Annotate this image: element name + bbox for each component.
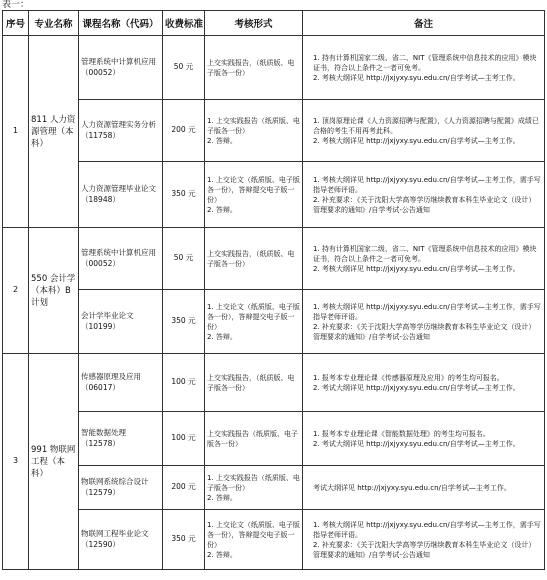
fee-cell: 100 元 (163, 412, 205, 466)
note-line: 考试大纲详见 http://jxjyxy.syu.edu.cn/自学考试—主考工作。 (313, 483, 511, 492)
fee-cell: 350 元 (163, 510, 205, 570)
note-line: 2. 考核大纲详见 http://jxjyxy.syu.edu.cn/自学考试—主考工作。 (313, 136, 520, 145)
course-cell: 物联网系统综合设计（12579） (79, 466, 163, 510)
fee-cell: 50 元 (163, 228, 205, 290)
note-line: 2. 考试大纲详见 http://jxjyxy.syu.edu.cn/自学考试—主考工作。 (313, 439, 520, 448)
note-cell (303, 36, 545, 100)
note-cell (303, 162, 545, 228)
fee-cell: 200 元 (163, 100, 205, 162)
note-cell (303, 100, 545, 162)
note-line: 1. 报考本专业理论课《传感器原理及应用》的考生均可报名。 (313, 373, 504, 382)
table-row (3, 412, 545, 466)
note-line: 1. 持有计算机国家二级、省二、NIT《管理系统中信息技术的应用》模块证书，符合以上条件之一者可免考。 (313, 53, 537, 72)
form-cell (205, 466, 303, 510)
note-line: 2. 补充要求：《关于沈阳大学高等学历继续教育本科生毕业论文（设计）管理要求的通知》/自学考试-公告通知 (313, 540, 536, 559)
form-cell (205, 412, 303, 466)
header-fee: 收费标准 (163, 11, 205, 36)
note-line: 2. 考核大纲详见 http://jxjyxy.syu.edu.cn/自学考试—主考工作。 (313, 73, 520, 82)
note-line: 1. 考核大纲详见 http://jxjyxy.syu.edu.cn/自学考试—主考工作，需手写指导老师评语。 (313, 175, 541, 194)
form-line: 2. 答辩。 (207, 550, 237, 559)
note-cell (303, 228, 545, 290)
table-header-row (3, 11, 545, 36)
table-row (3, 354, 545, 412)
table-row (3, 162, 545, 228)
fee-cell: 200 元 (163, 466, 205, 510)
note-cell (303, 510, 545, 570)
header-seq: 序号 (3, 11, 29, 36)
form-line: 1. 上交实践报告（纸质版、电子版各一份） (207, 116, 300, 135)
form-line: 2. 答辩。 (207, 136, 237, 145)
note-line: 1. 顶岗原理论课《人力资源招聘与配置》，《人力资源招聘与配置》成绩已合格的考生不用再考此科。 (313, 116, 539, 135)
form-cell (205, 36, 303, 100)
header-form: 考核形式 (205, 11, 303, 36)
form-cell (205, 354, 303, 412)
table-row (3, 290, 545, 354)
table-row (3, 510, 545, 570)
note-cell (303, 466, 545, 510)
header-note: 备注 (303, 11, 545, 36)
table-row (3, 228, 545, 290)
note-cell (303, 290, 545, 354)
course-cell: 智能数据处理（12578） (79, 412, 163, 466)
table-row (3, 100, 545, 162)
course-cell: 会计学毕业论文（10199） (79, 290, 163, 354)
seq-cell: 2 (3, 228, 29, 354)
seq-cell: 1 (3, 36, 29, 228)
seq-cell: 3 (3, 354, 29, 570)
fee-cell: 50 元 (163, 36, 205, 100)
major-cell: 550 会计学（本科）B 计划 (29, 228, 79, 354)
form-line: 上交实践报告，（纸质版、电子版各一份） (207, 249, 295, 268)
form-line: 1. 上交论文（纸质版、电子版各一份），答辩提交电子版一份） (207, 302, 300, 331)
note-line: 2. 考试大纲详见 http://jxjyxy.syu.edu.cn/自学考试—主考工作。 (313, 383, 520, 392)
table-row (3, 36, 545, 100)
fee-cell: 100 元 (163, 354, 205, 412)
note-line: 2. 考核大纲详见 http://jxjyxy.syu.edu.cn/自学考试—主考工作。 (313, 264, 520, 273)
note-line: 2. 补充要求：《关于沈阳大学高等学历继续教育本科生毕业论文（设计）管理要求的通知》/自学考试-公告通知 (313, 322, 536, 341)
course-cell: 人力资源管理实务分析（11758） (79, 100, 163, 162)
note-line: 1. 考核大纲详见 http://jxjyxy.syu.edu.cn/自学考试—主考工作，需手写指导老师评语。 (313, 520, 541, 539)
form-line: 1. 上交论文（纸质版、电子版各一份），答辩提交电子版一份） (207, 175, 300, 204)
header-major: 专业名称 (29, 11, 79, 36)
fee-cell: 350 元 (163, 162, 205, 228)
major-cell: 811 人力资源管理（本科） (29, 36, 79, 228)
course-cell: 管理系统中计算机应用（00052） (79, 36, 163, 100)
form-line: 上交实践报告，（纸质版、电子版各一份） (207, 58, 295, 77)
major-cell: 991 物联网工程（本科） (29, 354, 79, 570)
form-cell (205, 228, 303, 290)
fee-cell: 350 元 (163, 290, 205, 354)
form-line: 1. 上交论文（纸质版、电子版各一份），答辩提交电子版一份） (207, 520, 300, 549)
form-line: 上交实践报告（纸质版、电子版各一份） (207, 429, 298, 448)
form-line: 2. 答辩。 (207, 332, 237, 341)
course-cell: 人力资源管理毕业论文（18948） (79, 162, 163, 228)
form-cell (205, 162, 303, 228)
course-cell: 管理系统中计算机应用（00052） (79, 228, 163, 290)
fee-table (2, 10, 545, 570)
note-line: 1. 持有计算机国家二级、省二、NIT《管理系统中信息技术的应用》模块证书，符合以上条件之一者可免考。 (313, 244, 537, 263)
header-course: 课程名称（代码） (79, 11, 163, 36)
form-cell (205, 100, 303, 162)
table-caption: 表一： (2, 0, 30, 10)
note-cell (303, 354, 545, 412)
form-line: 2. 答辩。 (207, 205, 237, 214)
form-line: 上交实践报告，（纸质版、电子版各一份） (207, 373, 295, 392)
table-body (3, 36, 545, 570)
note-line: 2. 补充要求：《关于沈阳大学高等学历继续教育本科生毕业论文（设计）管理要求的通知》/自学考试-公告通知 (313, 195, 536, 214)
form-line: 2. 答辩。 (207, 493, 237, 502)
note-cell (303, 412, 545, 466)
note-line: 1. 报考本专业理论课《智能数据处理》的考生均可报名。 (313, 429, 490, 438)
form-cell (205, 290, 303, 354)
form-line: 1. 上交实践报告（纸质版、电子版各一份） (207, 473, 300, 492)
course-cell: 物联网工程毕业论文（12590） (79, 510, 163, 570)
form-cell (205, 510, 303, 570)
note-line: 1. 考核大纲详见 http://jxjyxy.syu.edu.cn/自学考试—主考工作，需手写指导老师评语。 (313, 302, 541, 321)
table-row (3, 466, 545, 510)
course-cell: 传感器原理及应用（06017） (79, 354, 163, 412)
